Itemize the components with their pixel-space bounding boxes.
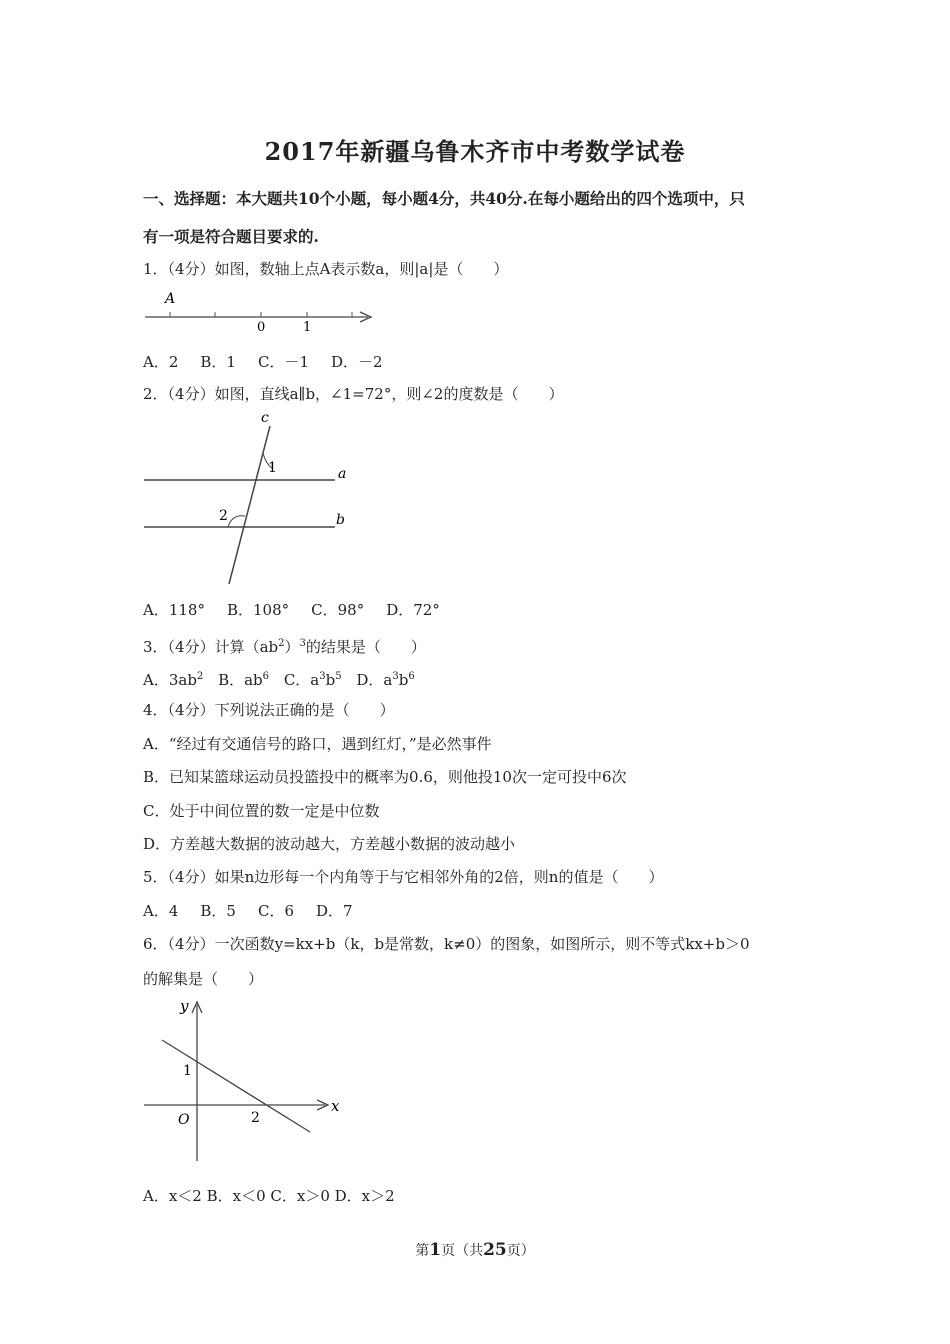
- q1-stem: 1．（4分）如图，数轴上点A表示数a，则|a|是（ ）: [143, 260, 509, 278]
- q6-stem-line2: 的解集是（ ）: [143, 970, 264, 988]
- q2-option-b: B．108°: [226, 601, 290, 619]
- q2-options: [143, 600, 462, 620]
- q6-options: A．x＜2 B．x＜0 C．x＞0 D．x＞2: [143, 1187, 395, 1205]
- q6-origin-label: O: [178, 1112, 190, 1128]
- q6-linear-function-graph: [140, 993, 360, 1168]
- footer-mid: 页（共: [441, 1243, 484, 1259]
- q2-label-c: c: [261, 410, 269, 426]
- footer-pre: 第: [415, 1243, 430, 1259]
- q3-stem: [143, 634, 426, 657]
- q4-stem: 4．（4分）下列说法正确的是（ ）: [143, 701, 395, 719]
- q1-option-c: C．－1: [257, 353, 309, 371]
- q5-option-a: A．4: [143, 902, 179, 920]
- section-heading-line1: 一、选择题：本大题共10个小题，每小题4分，共40分.在每小题给出的四个选项中，只: [143, 189, 745, 208]
- q6-x-label: x: [331, 1097, 340, 1115]
- q3-option-b: B．$ab^6$: [218, 671, 270, 689]
- q3-option-d: D．$a^3b^6$: [356, 671, 415, 689]
- section-heading-line2: 有一项是符合题目要求的.: [143, 227, 319, 246]
- q3-stem-sup2: 3: [299, 638, 306, 649]
- q4-option-b: B．已知某篮球运动员投篮投中的概率为0.6，则他投10次一定可投中6次: [143, 768, 627, 786]
- footer-page-number: 1: [429, 1240, 442, 1260]
- q2-transversal-c: [229, 426, 270, 584]
- q2-option-c: C．98°: [311, 601, 365, 619]
- q1-option-b: B．1: [200, 353, 236, 371]
- q2-label-b: b: [336, 512, 345, 528]
- q4-option-c: C．处于中间位置的数一定是中位数: [143, 802, 380, 820]
- q1-number-line-figure: [140, 288, 380, 338]
- q2-label-a: a: [338, 466, 347, 482]
- q3-stem-sup1: 2: [278, 638, 285, 649]
- footer-total-pages: 25: [483, 1240, 507, 1260]
- q2-option-a: A．118°: [143, 601, 205, 619]
- q2-stem: 2．（4分）如图，直线a∥b，∠1=72°，则∠2的度数是（ ）: [143, 385, 564, 403]
- q1-options: [143, 352, 405, 372]
- q2-angle2-label: 2: [219, 508, 228, 524]
- q2-angle1-label: 1: [268, 460, 277, 476]
- q3-option-a: A．$3ab^2$: [143, 671, 204, 689]
- q4-option-a: A．“经过有交通信号的路口，遇到红灯，”是必然事件: [143, 735, 492, 753]
- q2-angle2-arc: [228, 516, 245, 527]
- page-title: 2017年新疆乌鲁木齐市中考数学试卷: [264, 137, 686, 166]
- q1-point-label: A: [165, 291, 176, 307]
- q3-stem-pre: 3．（4分）计算（ab: [143, 638, 279, 656]
- q3-options: [143, 667, 415, 690]
- q1-option-a: A．2: [143, 353, 179, 371]
- q5-options: [143, 901, 375, 921]
- footer-post: 页）: [506, 1243, 535, 1259]
- q6-x-intercept-label: 2: [251, 1110, 260, 1126]
- q3-option-c: C．$a^3b^5$: [283, 671, 342, 689]
- q5-option-b: B．5: [200, 902, 236, 920]
- q1-option-d: D．－2: [331, 353, 383, 371]
- q6-y-label: y: [180, 997, 189, 1015]
- q3-stem-post: 的结果是（ ）: [305, 638, 426, 656]
- q4-option-d: D．方差越大数据的波动越大，方差越小数据的波动越小: [143, 835, 516, 853]
- q2-option-d: D．72°: [386, 601, 440, 619]
- q6-y-intercept-label: 1: [183, 1063, 192, 1079]
- q5-option-c: C．6: [257, 902, 294, 920]
- q2-parallel-lines-figure: [140, 408, 360, 588]
- q5-stem: 5．（4分）如果n边形每一个内角等于与它相邻外角的2倍，则n的值是（ ）: [143, 868, 664, 886]
- q1-tick-label-1: 1: [303, 320, 312, 335]
- q3-stem-mid: ）: [284, 638, 300, 656]
- page-footer: [0, 1240, 950, 1260]
- q6-stem-line1: 6．（4分）一次函数y=kx+b（k，b是常数，k≠0）的图象，如图所示，则不等式kx+b＞0: [143, 935, 750, 953]
- q5-option-d: D．7: [316, 902, 353, 920]
- q1-tick-label-0: 0: [257, 320, 266, 335]
- section-heading: [143, 180, 823, 256]
